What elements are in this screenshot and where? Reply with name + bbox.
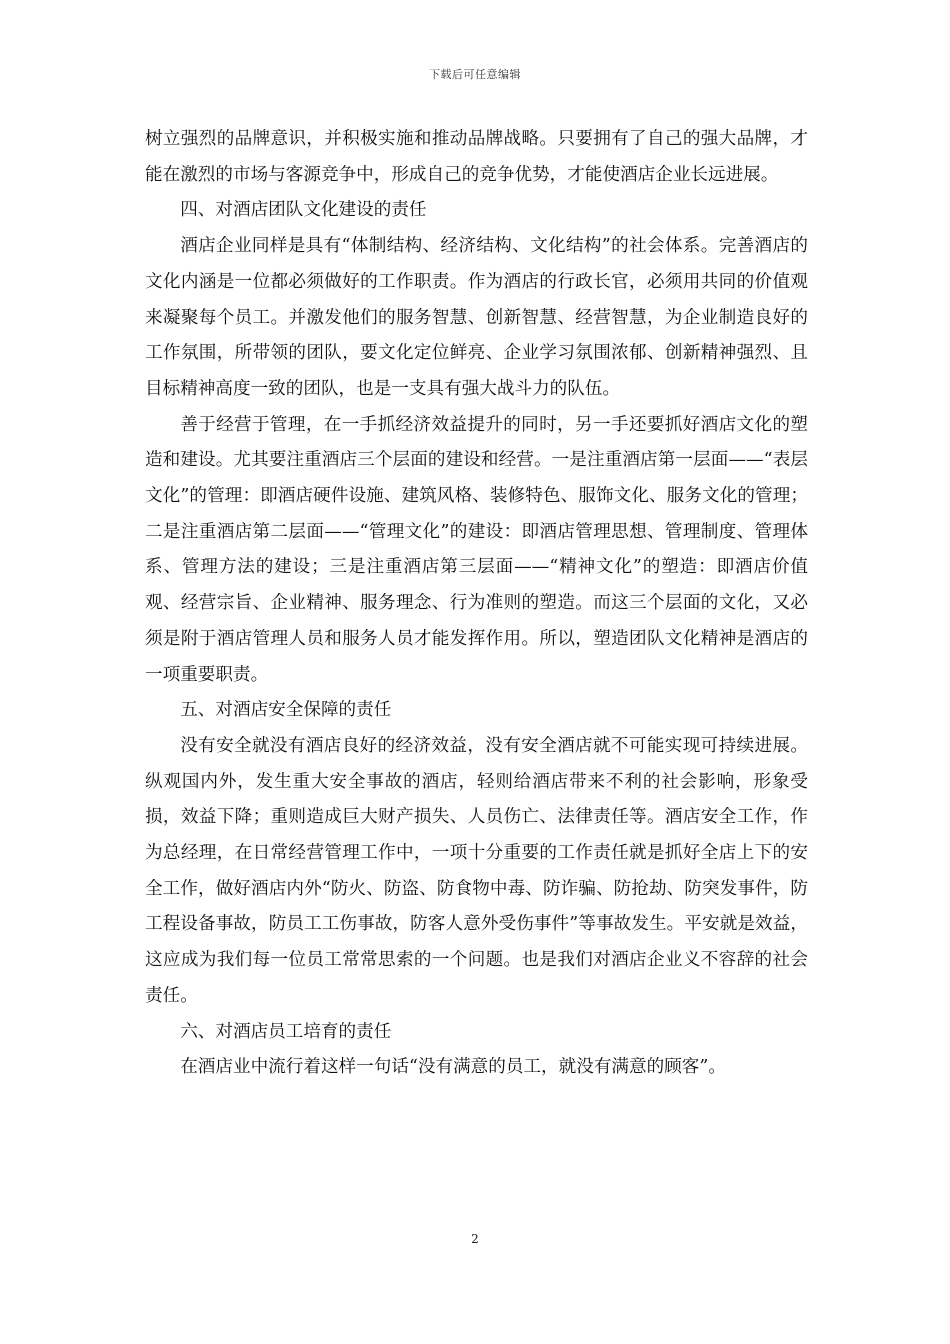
section-heading-staff-training: 六、对酒店员工培育的责任 — [180, 1021, 392, 1042]
paragraph-safety: 没有安全就没有酒店良好的经济效益，没有安全酒店就不可能实现可持续进展。纵观国内外，发生重大安全事故的酒店，轻则给酒店带来不利的社会影响，形象受损，效益下降；重则造成巨大财产损失、人员伤亡、法律责任等。酒店安全工作，作为总经理，在日常经营管理工作中，一项十分重要的工作责任就是抓好全店上下的安全工作，做好酒店内外“防火、防盗、防食物中毒、防诈骗、防抢劫、防突发事件，防工程设备事故，防员工工伤事故，防客人意外受伤事件”等事故发生。平安就是效益，这应成为我们每一位员工常常思索的一个问题。也是我们对酒店企业义不容辞的社会责任。 — [145, 735, 808, 1006]
section-heading-safety: 五、对酒店安全保障的责任 — [180, 700, 392, 721]
document-body — [145, 122, 808, 1086]
paragraph-culture-system: 酒店企业同样是具有“体制结构、经济结构、文化结构”的社会体系。完善酒店的文化内涵是一位都必须做好的工作职责。作为酒店的行政长官，必须用共同的价值观来凝聚每个员工。并激发他们的服务智慧、创新智慧、经营智慧，为企业制造良好的工作氛围，所带领的团队，要文化定位鲜亮、企业学习氛围浓郁、创新精神强烈、且目标精神高度一致的团队，也是一支具有强大战斗力的队伍。 — [145, 236, 808, 399]
paragraph-staff-training: 在酒店业中流行着这样一句话“没有满意的员工，就没有满意的顾客”。 — [180, 1057, 726, 1078]
page-header: 下载后可任意编辑 — [429, 68, 521, 81]
section-heading-team-culture: 四、对酒店团队文化建设的责任 — [180, 200, 427, 221]
paragraph-brand-continuation: 树立强烈的品牌意识，并积极实施和推动品牌战略。只要拥有了自己的强大品牌，才能在激烈的市场与客源竞争中，形成自己的竞争优势，才能使酒店企业长远进展。 — [145, 129, 808, 185]
page-number: 2 — [471, 1232, 479, 1246]
paragraph-culture-layers: 善于经营于管理，在一手抓经济效益提升的同时，另一手还要抓好酒店文化的塑造和建设。尤其要注重酒店三个层面的建设和经营。一是注重酒店第一层面——“表层文化”的管理：即酒店硬件设施、建筑风格、装修特色、服饰文化、服务文化的管理；二是注重酒店第二层面——“管理文化”的建设：即酒店管理思想、管理制度、管理体系、管理方法的建设；三是注重酒店第三层面——“精神文化”的塑造：即酒店价值观、经营宗旨、企业精神、服务理念、行为准则的塑造。而这三个层面的文化，又必须是附于酒店管理人员和服务人员才能发挥作用。所以，塑造团队文化精神是酒店的一项重要职责。 — [145, 414, 808, 685]
